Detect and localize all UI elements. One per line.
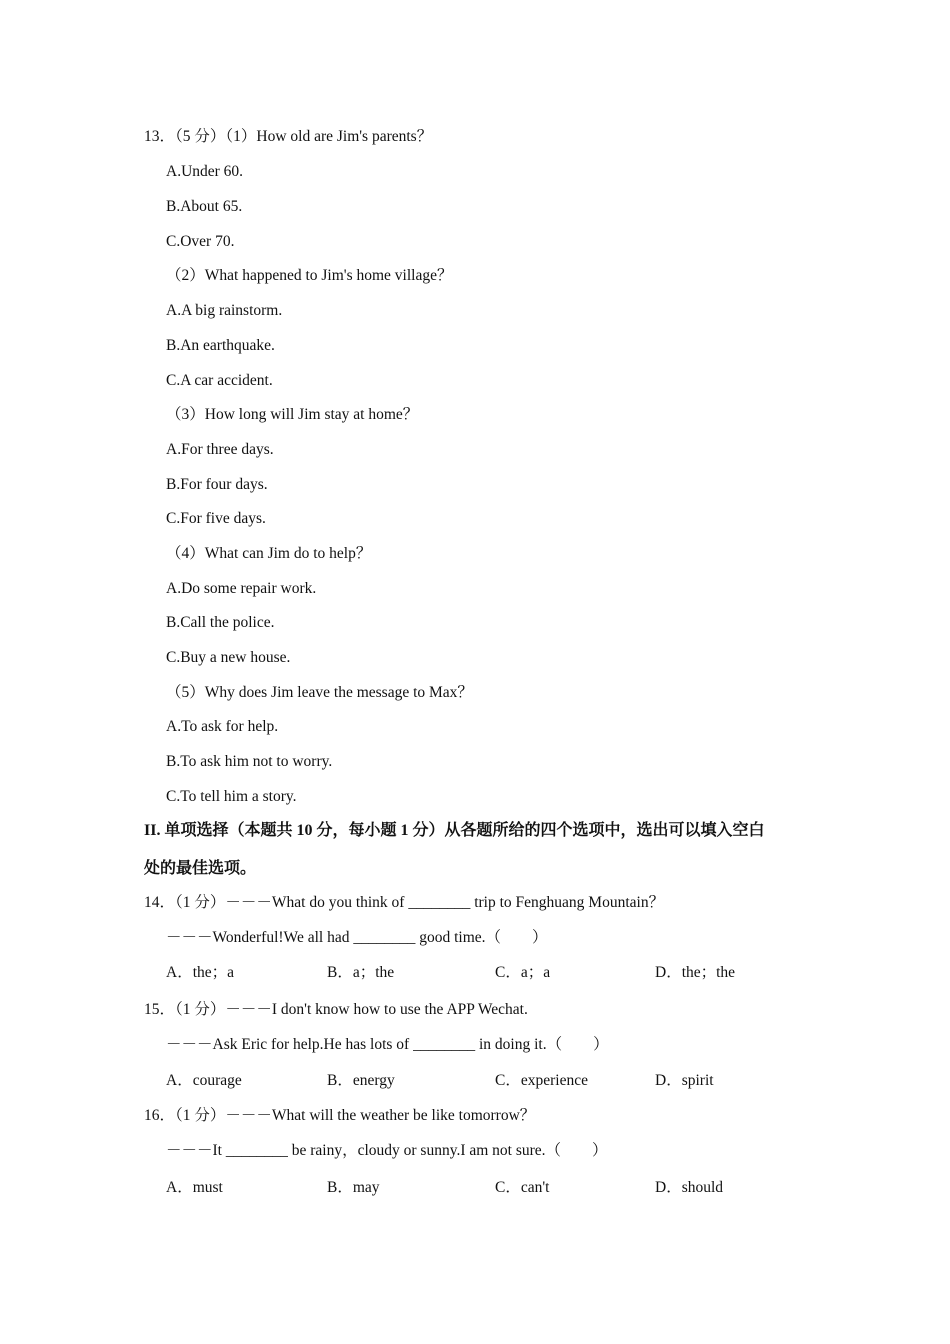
q16-option-b: B．may (327, 1179, 380, 1196)
q15-line1: 15．（1 分）－－－I don't know how to use the APP Wechat. (144, 1001, 528, 1018)
q13-4-question: （4）What can Jim do to help？ (166, 545, 372, 562)
q13-4-option-b: B.Call the police. (166, 614, 275, 631)
q13-2-option-b: B.An earthquake. (166, 337, 275, 354)
q16-option-a: A．must (166, 1179, 223, 1196)
q16-option-c: C．can't (495, 1179, 550, 1196)
q13-3-option-a: A.For three days. (166, 441, 274, 458)
q13-4-option-a: A.Do some repair work. (166, 580, 317, 597)
q13-1-option-b: B.About 65. (166, 198, 243, 215)
q13-5-option-c: C.To tell him a story. (166, 788, 297, 805)
q14-option-a: A．the；a (166, 964, 235, 981)
q13-5-option-b: B.To ask him not to worry. (166, 753, 333, 770)
q16-option-d: D．should (655, 1179, 724, 1196)
q13-1-option-a: A.Under 60. (166, 163, 244, 180)
q15-line2: －－－Ask Eric for help.He has lots of ________ in doing it.（ ） (166, 1036, 609, 1053)
q15-option-d: D．spirit (655, 1072, 714, 1089)
q13-1-option-c: C.Over 70. (166, 233, 235, 250)
q13-3-option-c: C.For five days. (166, 510, 266, 527)
q13-5-option-a: A.To ask for help. (166, 718, 279, 735)
q14-line2: －－－Wonderful!We all had ________ good time.（ ） (166, 929, 548, 946)
q13-3-question: （3）How long will Jim stay at home？ (166, 406, 419, 423)
section-2-heading: II. 单项选择（本题共 10 分，每小题 1 分）从各题所给的四个选项中，选出可以填入空白 (144, 822, 765, 839)
q13-3-option-b: B.For four days. (166, 476, 268, 493)
q13-2-option-a: A.A big rainstorm. (166, 302, 283, 319)
section-2-heading-cont: 处的最佳选项。 (144, 860, 257, 877)
q13-title: 13．（5 分）（1）How old are Jim's parents？ (144, 128, 433, 145)
q16-line2: －－－It ________ be rainy，cloudy or sunny.I am not sure.（ ） (166, 1142, 608, 1159)
q14-line1: 14．（1 分）－－－What do you think of ________ trip to Fenghuang Mountain？ (144, 894, 665, 911)
q16-line1: 16．（1 分）－－－What will the weather be like tomorrow？ (144, 1107, 536, 1124)
q14-option-c: C．a；a (495, 964, 551, 981)
q14-option-d: D．the；the (655, 964, 736, 981)
q15-option-c: C．experience (495, 1072, 588, 1089)
q13-2-option-c: C.A car accident. (166, 372, 273, 389)
q13-4-option-c: C.Buy a new house. (166, 649, 291, 666)
q14-option-b: B．a；the (327, 964, 395, 981)
q15-option-a: A．courage (166, 1072, 242, 1089)
q13-2-question: （2）What happened to Jim's home village？ (166, 267, 453, 284)
q13-5-question: （5）Why does Jim leave the message to Max？ (166, 684, 473, 701)
q15-option-b: B．energy (327, 1072, 395, 1089)
